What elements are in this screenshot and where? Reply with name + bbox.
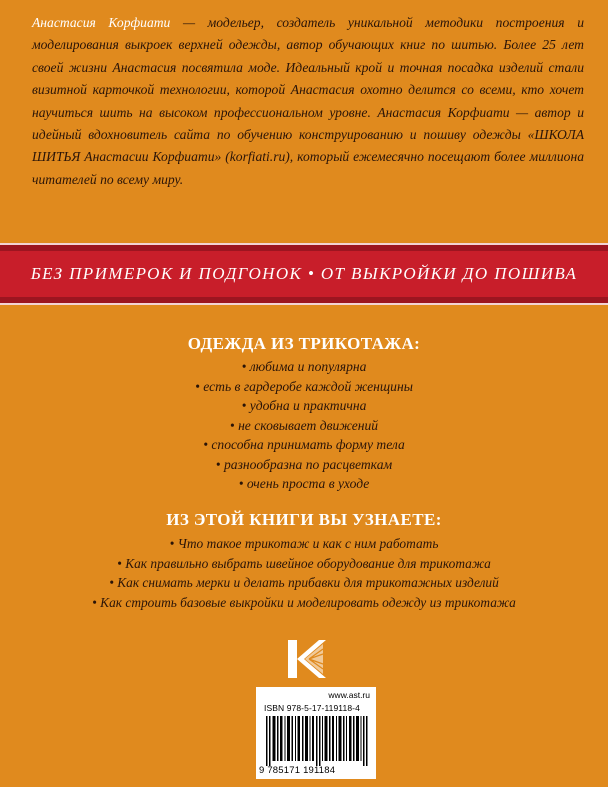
slogan-text: БЕЗ ПРИМЕРОК И ПОДГОНОК • ОТ ВЫКРОЙКИ ДО ПОШИВА xyxy=(30,264,578,283)
list-item: • разнообразна по расцветкам xyxy=(0,455,608,475)
learn-heading: ИЗ ЭТОЙ КНИГИ ВЫ УЗНАЕТЕ: xyxy=(166,510,442,529)
list-item: • удобна и практична xyxy=(0,396,608,416)
list-item: • Как правильно выбрать швейное оборудование для трикотажа xyxy=(0,554,608,574)
slogan-banner xyxy=(0,243,608,305)
list-item: • Как строить базовые выкройки и моделировать одежду из трикотажа xyxy=(0,593,608,613)
list-item: • любима и популярна xyxy=(0,357,608,377)
knitwear-list xyxy=(0,357,608,494)
barcode-block xyxy=(256,687,376,779)
list-item: • Что такое трикотаж и как с ним работать xyxy=(0,534,608,554)
author-bio-text: — модельер, создатель уникальной методики построения и моделирования выкроек верхней одежды, автор обучающих книг по шитью. Более 25 лет своей жизни Анастасия посвятила моде. Идеальный крой и точная посадка изделий стали визитной карточкой технологии, которой Анастасия охотно делится со всеми, кто хочет научиться шить на высоком профессиональном уровне. Анастасия Корфиати — автор и идейный вдохновитель сайта по обучению конструированию и пошиву одежды «ШКОЛА ШИТЬЯ Анастасии Корфиати» (korfiati.ru), который ежемесячно посещают более миллиона читателей по всему миру. xyxy=(32,15,584,187)
list-item: • есть в гардеробе каждой женщины xyxy=(0,377,608,397)
author-bio xyxy=(32,12,584,191)
list-item: • не сковывает движений xyxy=(0,416,608,436)
barcode-digits: 9 785171 191184 xyxy=(259,765,336,776)
list-item: • Как снимать мерки и делать прибавки для трикотажных изделий xyxy=(0,573,608,593)
isbn-number: ISBN 978-5-17-119118-4 xyxy=(264,703,360,713)
list-item: • очень проста в уходе xyxy=(0,474,608,494)
author-name: Анастасия Корфиати xyxy=(32,15,171,30)
publisher-k-logo-icon xyxy=(279,636,331,682)
knitwear-heading: ОДЕЖДА ИЗ ТРИКОТАЖА: xyxy=(187,334,421,353)
list-item: • способна принимать форму тела xyxy=(0,435,608,455)
learn-list xyxy=(0,534,608,612)
barcode-icon xyxy=(266,716,370,766)
publisher-site: www.ast.ru xyxy=(328,690,370,700)
